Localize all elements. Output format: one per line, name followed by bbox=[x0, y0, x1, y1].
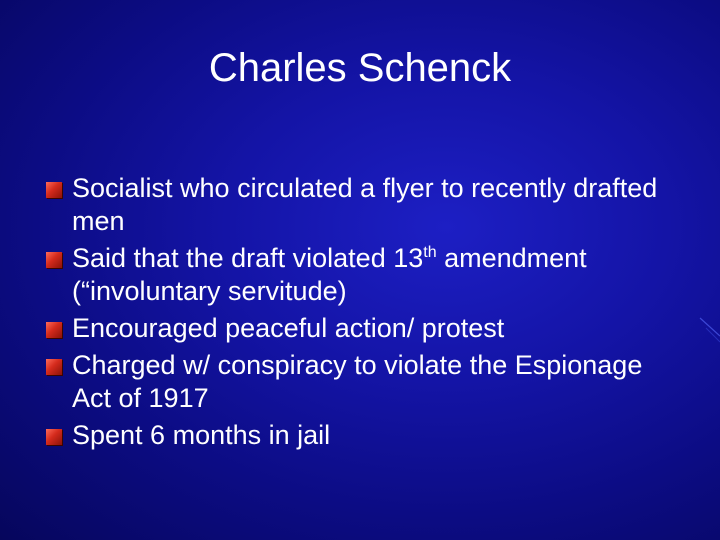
bullet-item bbox=[44, 242, 684, 308]
bullet-list bbox=[44, 172, 684, 456]
bullet-text: Said that the draft violated 13 bbox=[72, 243, 424, 273]
bullet-text: Spent 6 months in jail bbox=[72, 420, 331, 450]
bullet-item bbox=[44, 419, 684, 452]
slide-title: Charles Schenck bbox=[208, 46, 512, 90]
bullet-text-continued: amendment (“involuntary servitude) bbox=[72, 243, 587, 306]
square-bullet-icon bbox=[46, 359, 62, 375]
bullet-item bbox=[44, 349, 684, 415]
square-bullet-icon bbox=[46, 322, 62, 338]
bullet-text: Encouraged peaceful action/ protest bbox=[72, 313, 505, 343]
bullet-text: Socialist who circulated a flyer to recently drafted men bbox=[72, 173, 658, 236]
bullet-item bbox=[44, 172, 684, 238]
square-bullet-icon bbox=[46, 252, 62, 268]
bullet-item bbox=[44, 312, 684, 345]
ordinal-superscript: th bbox=[423, 244, 437, 261]
square-bullet-icon bbox=[46, 182, 62, 198]
bullet-text: Charged w/ conspiracy to violate the Espionage Act of 1917 bbox=[72, 350, 643, 413]
square-bullet-icon bbox=[46, 429, 62, 445]
